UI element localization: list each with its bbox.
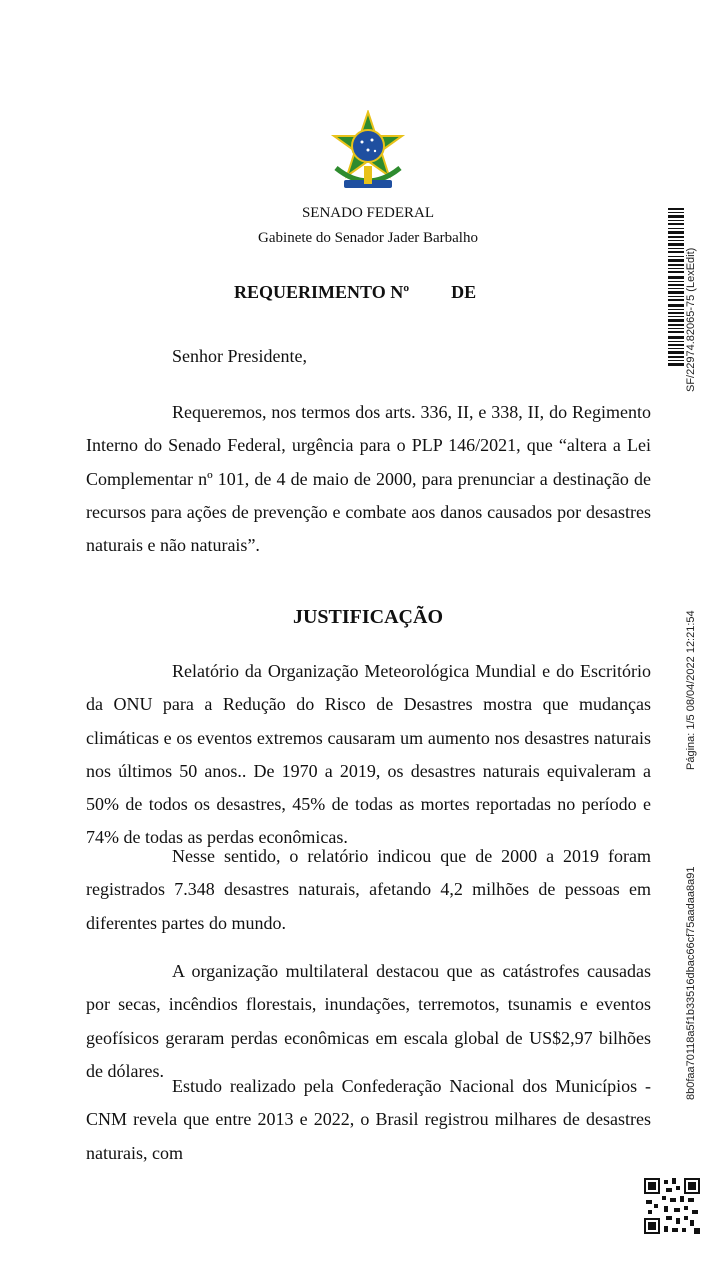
paragraph-requerimento: Requeremos, nos termos dos arts. 336, II, e 338, II, do Regimento Interno do Senado Federal, urgência para o PLP 146/2021, que “altera a Lei Complementar nº 101, de 4 de maio de 2000, para prenunciar a destinação de recursos para ações de prevenção e combate aos danos causados por desastres naturais e não naturais”. <box>86 402 651 556</box>
requerimento-label: REQUERIMENTO Nº <box>234 282 410 302</box>
section-title-justificacao: JUSTIFICAÇÃO <box>292 606 444 628</box>
side-reference: SF/22974.82065-75 (LexEdit) <box>685 247 697 392</box>
barcode-icon <box>668 208 684 368</box>
side-page-info: Página: 1/5 08/04/2022 12:21:54 <box>685 610 697 770</box>
qr-code-icon <box>644 1178 700 1234</box>
paragraph-sentido: Nesse sentido, o relatório indicou que de 2000 a 2019 foram registrados 7.348 desastres naturais, afetando 4,2 milhões de pessoas em diferentes partes do mundo. <box>86 846 651 933</box>
coat-of-arms-emblem <box>330 110 406 198</box>
paragraph-estudo: Estudo realizado pela Confederação Nacional dos Municípios - CNM revela que entre 2013 e 2022, o Brasil registrou milhares de desastres naturais, com <box>86 1076 651 1163</box>
side-hash: 8b0faa70118a5f1b33516dbac66cf75aadaa8a91 <box>685 866 697 1100</box>
requerimento-de: DE <box>451 282 477 302</box>
header-org: SENADO FEDERAL <box>301 205 435 221</box>
salutation: Senhor Presidente, <box>172 346 307 366</box>
paragraph-organizacao: A organização multilateral destacou que as catástrofes causadas por secas, incêndios florestais, inundações, terremotos, tsunamis e eventos geofísicos geraram perdas econômicas em escala global de US$2,97 bilhões de dólares. <box>86 961 651 1081</box>
requerimento-title <box>234 282 476 303</box>
paragraph-relatorio: Relatório da Organização Meteorológica Mundial e do Escritório da ONU para a Redução do Risco de Desastres mostra que mudanças climáticas e os eventos extremos causaram um aumento nos desastres naturais nos últimos 50 anos.. De 1970 a 2019, os desastres naturais equivaleram a 50% de todos os desastres, 45% de todas as mortes reportadas no período e 74% de todas as perdas econômicas. <box>86 661 651 848</box>
header-office: Gabinete do Senador Jader Barbalho <box>258 230 478 246</box>
